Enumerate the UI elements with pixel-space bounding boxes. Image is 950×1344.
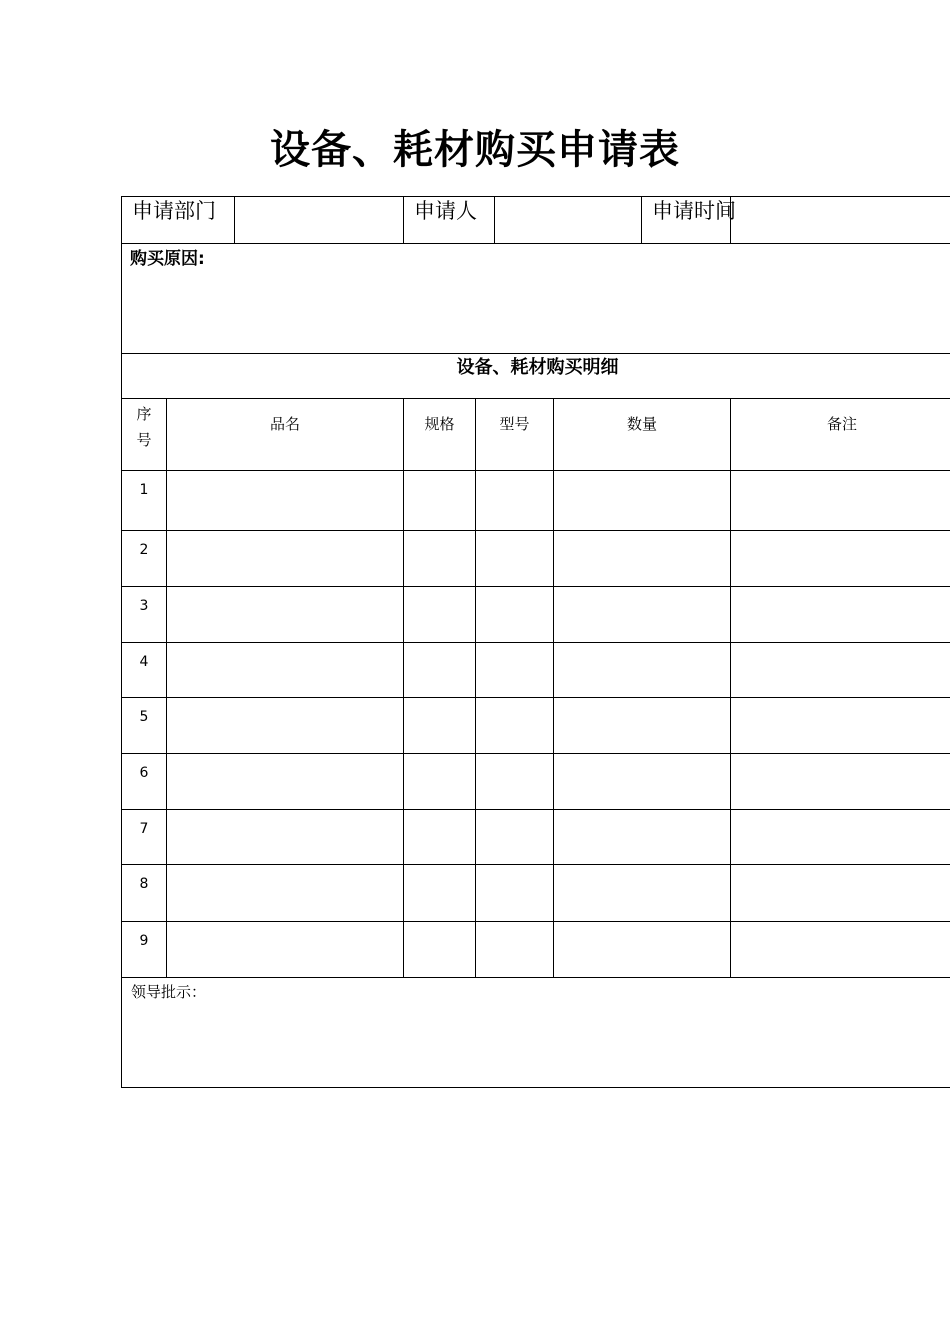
row-name-cell[interactable] [167,587,404,643]
row-seq: 7 [122,810,167,865]
column-header-remark: 备注 [731,399,950,471]
row-remark-cell[interactable] [731,587,950,643]
leader-approval-label: 领导批示： [131,983,207,1001]
row-seq: 8 [122,865,167,922]
row-spec-cell[interactable] [404,531,476,587]
row-quantity-cell[interactable] [554,922,731,978]
table-row [122,922,950,978]
row-quantity-cell[interactable] [554,754,731,810]
row-remark-cell[interactable] [731,471,950,531]
row-model-cell[interactable] [476,865,554,922]
request-time-label: 申请时间 [642,197,731,244]
detail-section-row [122,354,950,399]
row-seq: 3 [122,587,167,643]
column-header-name: 品名 [167,399,404,471]
department-field[interactable] [235,197,404,244]
row-spec-cell[interactable] [404,865,476,922]
row-quantity-cell[interactable] [554,587,731,643]
table-row [122,531,950,587]
row-name-cell[interactable] [167,698,404,754]
row-remark-cell[interactable] [731,865,950,922]
column-header-seq [122,399,167,471]
row-seq: 1 [122,471,167,531]
row-quantity-cell[interactable] [554,531,731,587]
row-model-cell[interactable] [476,698,554,754]
reason-row [122,244,950,354]
row-spec-cell[interactable] [404,643,476,698]
row-name-cell[interactable] [167,754,404,810]
table-row [122,643,950,698]
purchase-reason-label: 购买原因: [130,249,205,269]
column-header-quantity: 数量 [554,399,731,471]
row-name-cell[interactable] [167,531,404,587]
row-seq: 4 [122,643,167,698]
row-model-cell[interactable] [476,810,554,865]
row-remark-cell[interactable] [731,810,950,865]
row-spec-cell[interactable] [404,810,476,865]
row-seq: 9 [122,922,167,978]
department-label: 申请部门 [122,197,235,244]
row-spec-cell[interactable] [404,922,476,978]
row-name-cell[interactable] [167,643,404,698]
row-model-cell[interactable] [476,922,554,978]
page-title: 设备、耗材购买申请表 [270,127,680,173]
row-model-cell[interactable] [476,531,554,587]
row-seq: 2 [122,531,167,587]
row-quantity-cell[interactable] [554,865,731,922]
request-time-field[interactable] [731,197,950,244]
row-name-cell[interactable] [167,471,404,531]
table-row [122,698,950,754]
row-model-cell[interactable] [476,754,554,810]
row-seq: 5 [122,698,167,754]
table-row [122,471,950,531]
row-spec-cell[interactable] [404,698,476,754]
row-quantity-cell[interactable] [554,471,731,531]
row-remark-cell[interactable] [731,922,950,978]
row-spec-cell[interactable] [404,754,476,810]
column-header-row [122,399,950,471]
row-remark-cell[interactable] [731,754,950,810]
approval-row [122,978,950,1088]
leader-approval-field[interactable] [122,978,950,1088]
table-row [122,865,950,922]
applicant-field[interactable] [495,197,642,244]
row-remark-cell[interactable] [731,643,950,698]
column-header-spec: 规格 [404,399,476,471]
table-row [122,587,950,643]
applicant-label: 申请人 [404,197,495,244]
row-name-cell[interactable] [167,922,404,978]
column-header-seq-bottom: 号 [136,431,152,449]
column-header-model: 型号 [476,399,554,471]
row-quantity-cell[interactable] [554,810,731,865]
applicant-info-row [122,197,950,244]
row-model-cell[interactable] [476,643,554,698]
table-row [122,754,950,810]
row-model-cell[interactable] [476,587,554,643]
row-remark-cell[interactable] [731,698,950,754]
table-row [122,810,950,865]
row-name-cell[interactable] [167,865,404,922]
row-spec-cell[interactable] [404,471,476,531]
detail-section-title-cell [122,354,950,399]
row-seq: 6 [122,754,167,810]
row-model-cell[interactable] [476,471,554,531]
column-header-seq-top: 序 [136,405,152,423]
row-name-cell[interactable] [167,810,404,865]
purchase-reason-field[interactable] [122,244,950,354]
purchase-request-form [121,196,950,1088]
row-spec-cell[interactable] [404,587,476,643]
detail-section-title: 设备、耗材购买明细 [456,357,619,378]
row-quantity-cell[interactable] [554,643,731,698]
row-quantity-cell[interactable] [554,698,731,754]
row-remark-cell[interactable] [731,531,950,587]
